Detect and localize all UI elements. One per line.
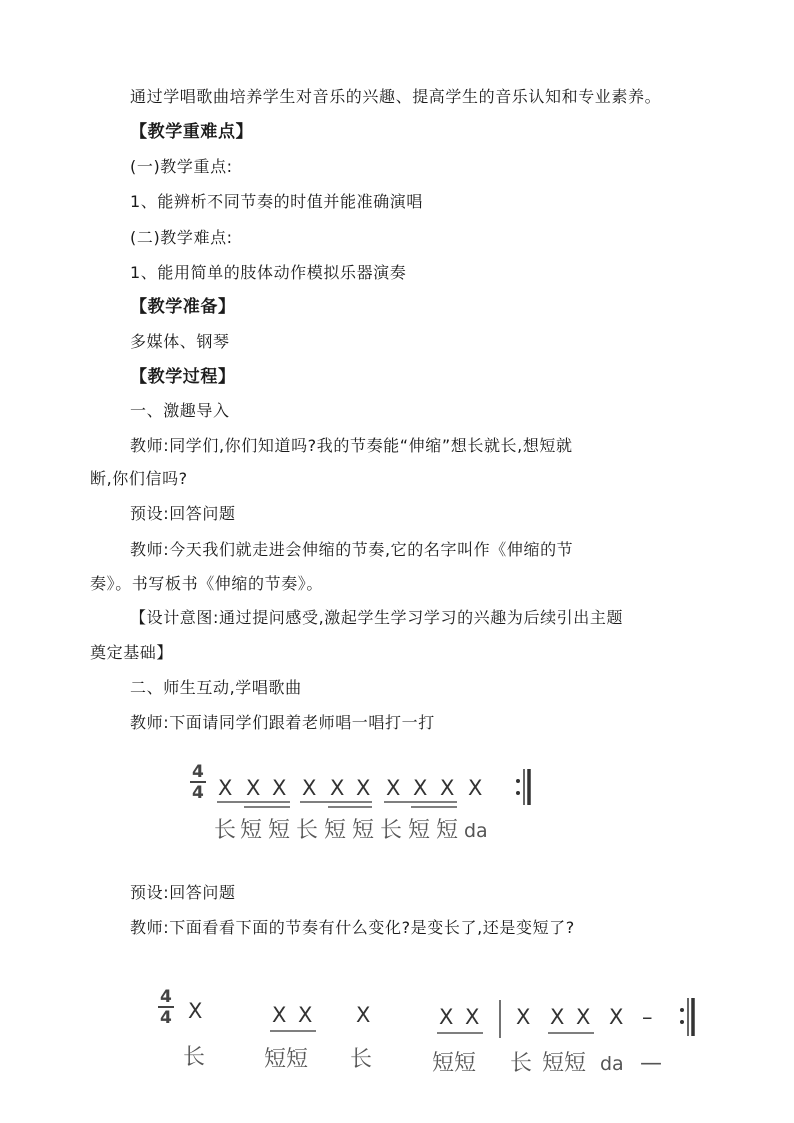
teacher-question-line2: 断,你们信吗? bbox=[90, 469, 188, 488]
paragraph-objective: 通过学唱歌曲培养学生对音乐的兴趣、提高学生的音乐认知和专业素养。 bbox=[130, 87, 662, 106]
note: X bbox=[413, 776, 428, 800]
note: X bbox=[516, 1005, 531, 1029]
lyric: 短 bbox=[436, 818, 459, 843]
lyric: 短 bbox=[352, 818, 375, 843]
note: X bbox=[356, 1003, 371, 1027]
lyric-ending: da bbox=[600, 1053, 624, 1075]
dash: – bbox=[642, 1005, 653, 1029]
beam-group bbox=[270, 1031, 594, 1033]
lyric: 短短 bbox=[542, 1051, 587, 1076]
note: X bbox=[386, 776, 401, 800]
note: X bbox=[218, 776, 233, 800]
lyric: 短 bbox=[324, 818, 347, 843]
section-interaction: 二、师生互动,学唱歌曲 bbox=[130, 678, 302, 697]
note: X bbox=[272, 1003, 287, 1027]
note: X bbox=[272, 776, 287, 800]
note: X bbox=[302, 776, 317, 800]
lyric: 长 bbox=[380, 818, 403, 843]
lyric: 长 bbox=[510, 1051, 533, 1076]
rhythm-score-1 bbox=[0, 755, 794, 855]
time-signature-top: 4 bbox=[160, 987, 172, 1007]
note: X bbox=[440, 776, 455, 800]
expected-answer-1: 预设:回答问题 bbox=[130, 504, 236, 523]
teacher-question-line1: 教师:同学们,你们知道吗?我的节奏能“伸缩”想长就长,想短就 bbox=[130, 436, 573, 455]
subheading-difficulty: (二)教学难点: bbox=[130, 228, 233, 247]
note: X bbox=[188, 999, 203, 1023]
subheading-focus: (一)教学重点: bbox=[130, 157, 233, 176]
lyric: 长 bbox=[296, 818, 319, 843]
heading-key-points: 【教学重难点】 bbox=[130, 122, 254, 142]
notes-group bbox=[218, 776, 482, 800]
design-intent-line2: 奠定基础】 bbox=[90, 643, 174, 662]
repeat-dot bbox=[680, 1020, 684, 1024]
lyric-ending-dash: — bbox=[640, 1051, 662, 1076]
note: X bbox=[298, 1003, 313, 1027]
time-signature-top: 4 bbox=[192, 762, 204, 782]
lyric: 短 bbox=[240, 818, 263, 843]
beam-group bbox=[217, 802, 457, 807]
lyric-ending: da bbox=[464, 820, 488, 842]
preparation-text: 多媒体、钢琴 bbox=[130, 332, 230, 351]
note: X bbox=[246, 776, 261, 800]
lyric: 长 bbox=[350, 1047, 373, 1072]
design-intent-line1: 【设计意图:通过提问感受,激起学生学习学习的兴趣为后续引出主题 bbox=[130, 608, 624, 627]
repeat-dot bbox=[680, 1008, 684, 1012]
expected-answer-2: 预设:回答问题 bbox=[130, 883, 236, 902]
focus-item: 1、能辨析不同节奏的时值并能准确演唱 bbox=[130, 192, 423, 211]
heading-process: 【教学过程】 bbox=[130, 367, 236, 387]
time-signature-bottom: 4 bbox=[192, 783, 204, 803]
section-intro: 一、激趣导入 bbox=[130, 401, 230, 420]
lyric: 短 bbox=[408, 818, 431, 843]
note: X bbox=[550, 1005, 565, 1029]
rhythm-score-2 bbox=[0, 980, 794, 1090]
notes-group bbox=[188, 999, 653, 1029]
lyric: 短短 bbox=[432, 1051, 477, 1076]
time-signature-bottom: 4 bbox=[160, 1008, 172, 1028]
note: X bbox=[468, 776, 483, 800]
note: X bbox=[609, 1005, 624, 1029]
lyric: 长 bbox=[183, 1045, 206, 1070]
lyric: 短短 bbox=[264, 1047, 309, 1072]
teacher-intro-line2: 奏》。书写板书《伸缩的节奏》。 bbox=[90, 574, 324, 593]
teacher-intro-line1: 教师:今天我们就走进会伸缩的节奏,它的名字叫作《伸缩的节 bbox=[130, 540, 574, 559]
teacher-instruction: 教师:下面请同学们跟着老师唱一唱打一打 bbox=[130, 713, 435, 732]
repeat-dot bbox=[516, 791, 520, 795]
note: X bbox=[330, 776, 345, 800]
note: X bbox=[576, 1005, 591, 1029]
note: X bbox=[439, 1005, 454, 1029]
repeat-dot bbox=[516, 779, 520, 783]
difficulty-item: 1、能用简单的肢体动作模拟乐器演奏 bbox=[130, 263, 407, 282]
note: X bbox=[356, 776, 371, 800]
note: X bbox=[465, 1005, 480, 1029]
heading-preparation: 【教学准备】 bbox=[130, 297, 236, 317]
teacher-question-2: 教师:下面看看下面的节奏有什么变化?是变长了,还是变短了? bbox=[130, 918, 575, 937]
lyric: 短 bbox=[268, 818, 291, 843]
lyric: 长 bbox=[214, 818, 237, 843]
